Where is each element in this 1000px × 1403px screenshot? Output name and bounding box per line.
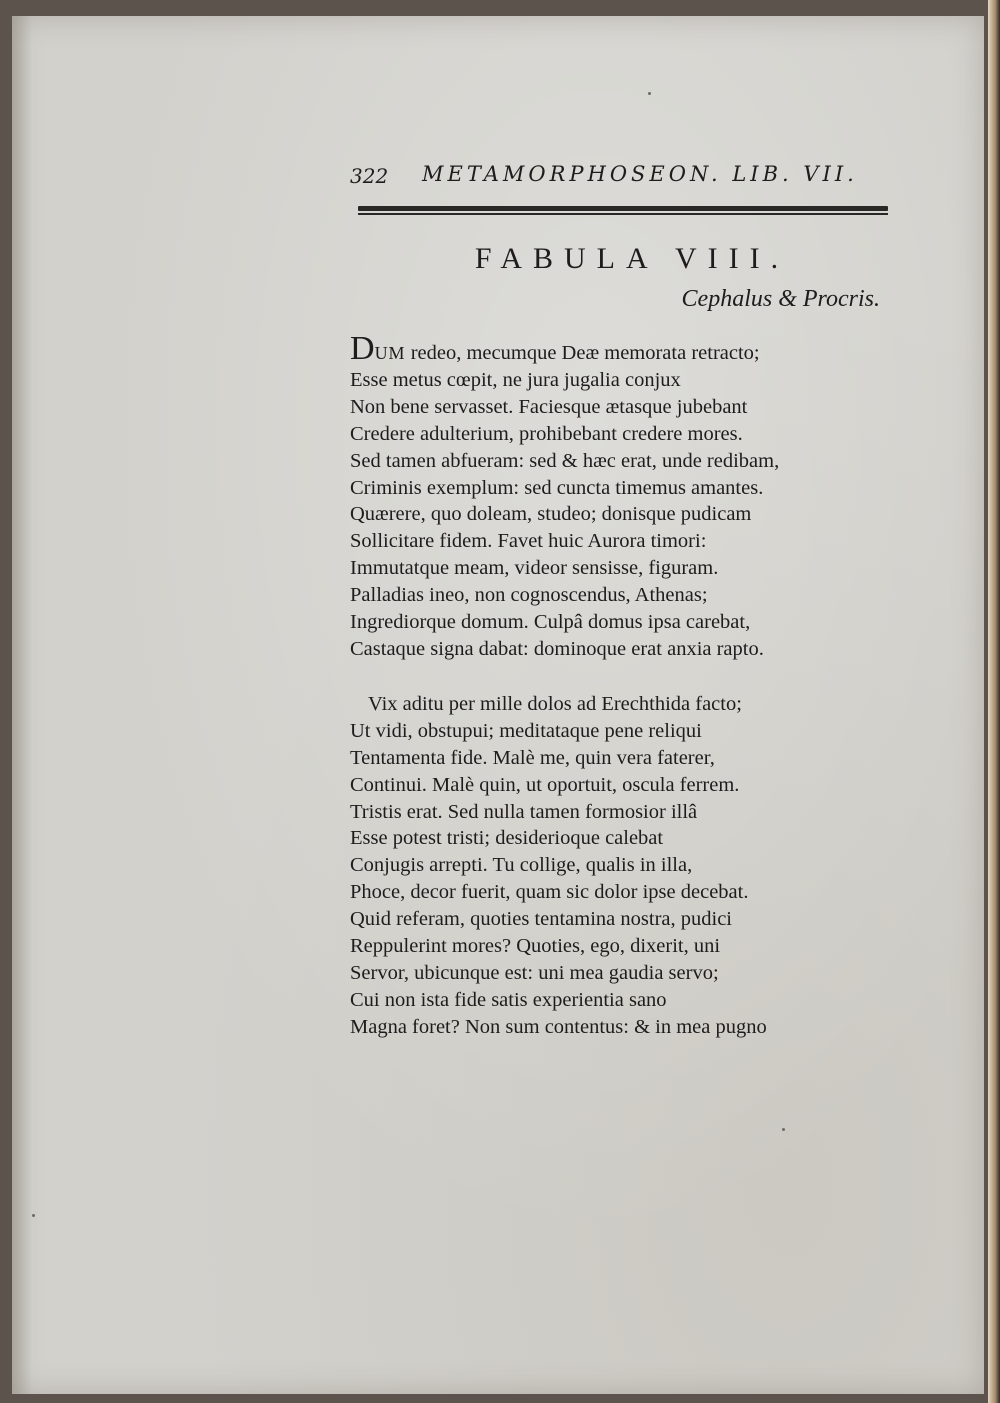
verse-line: Immutatque meam, videor sensisse, figuram. <box>350 557 719 580</box>
fabula-subtitle: Cephalus & Procris. <box>681 286 880 312</box>
first-line-text: redeo, mecumque Deæ memorata retracto; <box>405 342 760 364</box>
verse-line: Conjugis arrepti. Tu collige, qualis in illa, <box>350 854 693 877</box>
verse-line: Esse metus cœpit, ne jura jugalia conjux <box>350 368 681 391</box>
fabula-heading: FABULA VIII. <box>474 242 790 275</box>
head-rule <box>358 206 888 216</box>
verse-line: Non bene servasset. Faciesque ætasque jubebant <box>350 395 748 418</box>
paper-speck <box>648 92 651 95</box>
stanza-one <box>350 330 890 663</box>
verse-line: Palladias ineo, non cognoscendus, Athenas; <box>350 584 708 607</box>
drop-cap: D <box>350 330 375 367</box>
gutter-shadow <box>12 16 32 1394</box>
verse-line: Ingrediorque domum. Culpâ domus ipsa carebat, <box>350 611 751 634</box>
verse-line: Sed tamen abfueram: sed & hæc erat, unde redibam, <box>350 449 780 472</box>
verse-line: Tentamenta fide. Malè me, quin vera faterer, <box>350 746 715 769</box>
verse-line: Castaque signa dabat: dominoque erat anxia rapto. <box>350 637 764 660</box>
text-block <box>350 160 890 1041</box>
verse-line: Sollicitare fidem. Favet huic Aurora timori: <box>350 530 707 553</box>
verse-line: Tristis erat. Sed nulla tamen formosior illâ <box>350 800 698 823</box>
page-number: 322 <box>350 164 389 188</box>
head-rule-thick <box>358 206 888 211</box>
stanza-two <box>350 691 890 1041</box>
verse-line <box>350 330 890 367</box>
first-word-smallcaps: UM <box>374 343 406 363</box>
head-rule-thin <box>358 213 888 215</box>
verse-line: Phoce, decor fuerit, quam sic dolor ipse decebat. <box>350 881 749 904</box>
verse-line: Quærere, quo doleam, studeo; donisque pudicam <box>350 503 752 526</box>
verse-line: Vix aditu per mille dolos ad Erechthida facto; <box>368 692 742 715</box>
paper-speck <box>782 1128 785 1131</box>
verse-line: Esse potest tristi; desiderioque calebat <box>350 827 664 850</box>
verse-line: Criminis exemplum: sed cuncta timemus amantes. <box>350 476 764 499</box>
running-title: METAMORPHOSEON. LIB. VII. <box>422 162 858 186</box>
verse-line: Credere adulterium, prohibebant credere mores. <box>350 422 743 445</box>
verse-line: Magna foret? Non sum contentus: & in mea pugno <box>350 1015 767 1038</box>
verse-line: Servor, ubicunque est: uni mea gaudia servo; <box>350 961 719 984</box>
page-edge <box>988 0 1000 1403</box>
verse-line: Cui non ista fide satis experientia sano <box>350 988 667 1011</box>
running-head <box>350 160 890 194</box>
verse-line: Reppulerint mores? Quoties, ego, dixerit, uni <box>350 935 721 958</box>
verse-line: Quid referam, quoties tentamina nostra, pudici <box>350 908 732 931</box>
paper-speck <box>32 1214 35 1217</box>
verse-line: Ut vidi, obstupui; meditataque pene reliqui <box>350 719 702 742</box>
verse-line: Continui. Malè quin, ut oportuit, oscula ferrem. <box>350 773 740 796</box>
